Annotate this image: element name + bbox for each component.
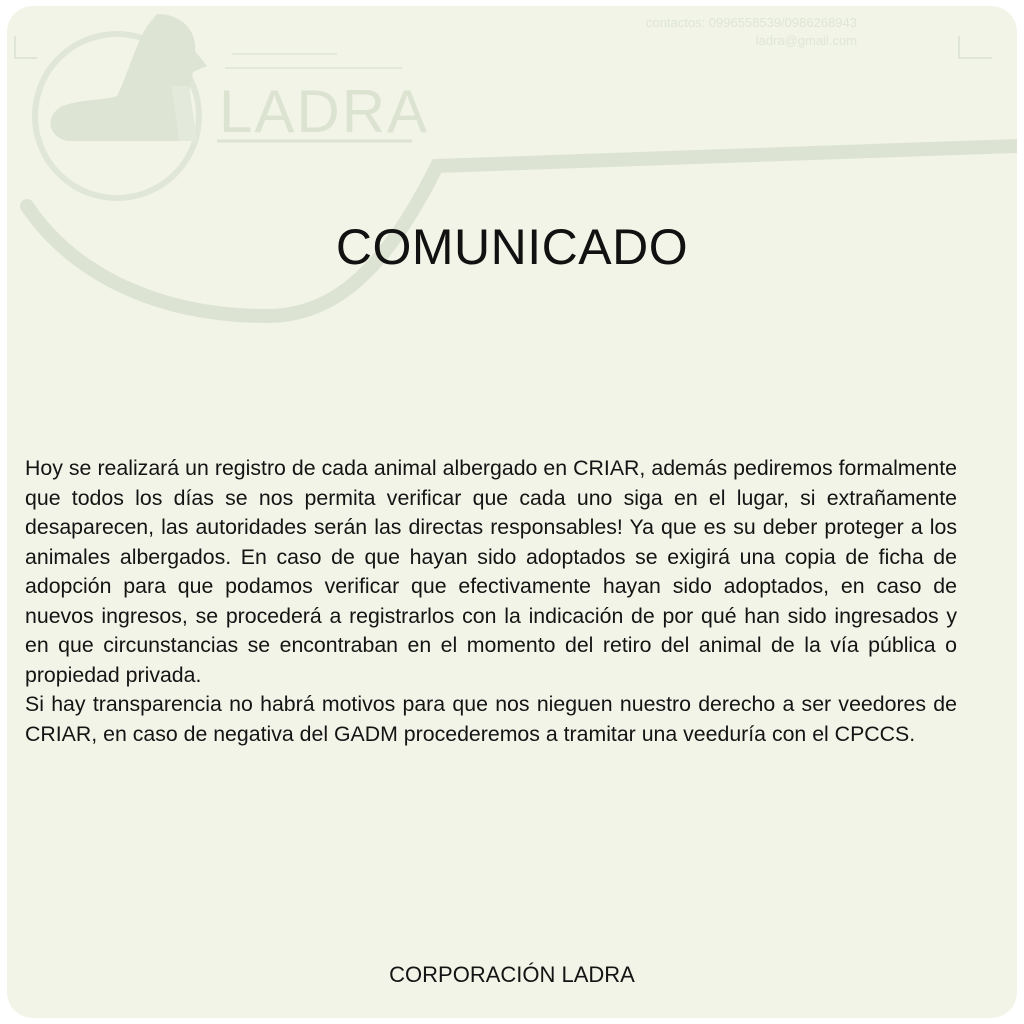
contact-email: ladra@gmail.com xyxy=(755,33,857,48)
document-title: COMUNICADO xyxy=(335,219,689,275)
corner-mark-right xyxy=(959,36,992,58)
signature: CORPORACIÓN LADRA xyxy=(389,962,635,987)
body-paragraph-2: Si hay transparencia no habrá motivos para que nos nieguen nuestro derecho a ser veedores de CRIAR, en caso de negativa del GADM procederemos a tramitar una veeduría con el CPCCS. xyxy=(25,692,957,746)
contact-phone: contactos: 0996558539/0986268943 xyxy=(645,15,857,30)
logo-wordmark: LADRA xyxy=(219,78,430,145)
document-body xyxy=(25,454,957,749)
ladra-logo-watermark xyxy=(7,6,1017,346)
contact-info-watermark xyxy=(646,14,857,50)
corner-mark-left xyxy=(15,36,37,58)
document-card xyxy=(7,6,1017,1018)
body-paragraph-1: Hoy se realizará un registro de cada animal albergado en CRIAR, además pediremos formalmente que todos los días se nos permita verificar que cada uno siga en el lugar, si extrañamente desaparecen, las autoridades serán las directas responsables! Ya que es su deber proteger a los animales albergados. En caso de que hayan sido adoptados se exigirá una copia de ficha de adopción para que podamos verificar que efectivamente hayan sido adoptados, en caso de nuevos ingresos, se procederá a registrarlos con la indicación de por qué han sido ingresados y en que circunstancias se encontraban en el momento del retiro del animal de la vía pública o propiedad privada. xyxy=(25,456,957,687)
